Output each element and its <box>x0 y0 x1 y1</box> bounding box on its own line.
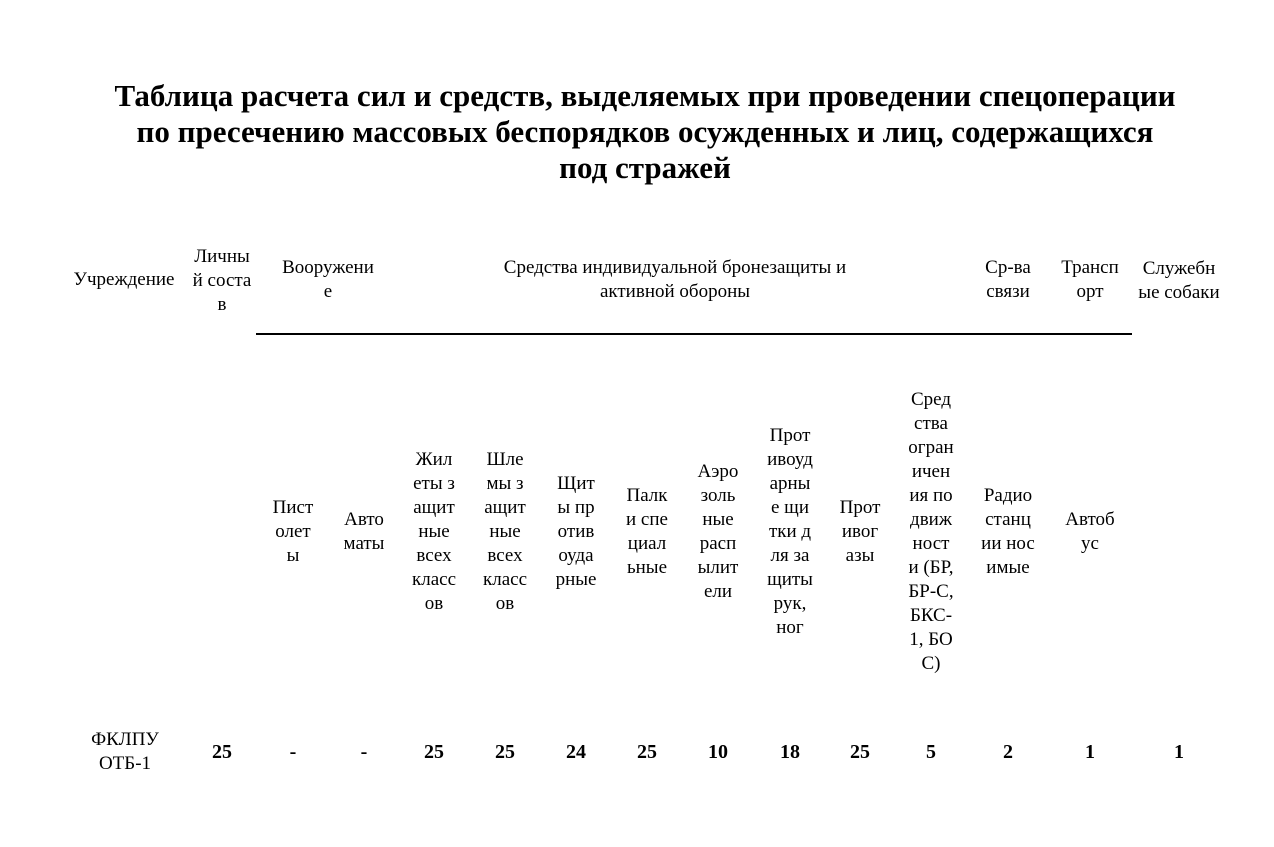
value-aerosols: 10 <box>708 741 728 763</box>
value-personnel: 25 <box>212 741 232 763</box>
value-restraints: 5 <box>926 741 936 763</box>
header-weapons: Вооружение <box>282 257 374 302</box>
title-line-1: Таблица расчета сил и средств, выделяемых при проведении спецоперации <box>114 78 1176 113</box>
subheader-shields: Щиты противоударные <box>555 473 597 590</box>
subheader-vests: Жилеты защитные всех классов <box>412 449 457 614</box>
subheader-bus: Автобус <box>1065 509 1115 554</box>
subheader-pistols: Пистолеты <box>272 497 314 566</box>
subheader-batons: Палки специальные <box>626 485 668 578</box>
page-title <box>40 78 1250 186</box>
value-automatics: - <box>360 741 368 763</box>
subheader-automatics: Автоматы <box>343 509 385 554</box>
value-shields: 24 <box>566 741 586 763</box>
value-dogs: 1 <box>1174 741 1184 763</box>
header-comms: Ср-ва связи <box>985 257 1031 302</box>
header-divider <box>256 333 1132 335</box>
value-limb-guards: 18 <box>780 741 800 763</box>
value-batons: 25 <box>637 741 657 763</box>
value-helmets: 25 <box>495 741 515 763</box>
subheader-gas-masks: Противогазы <box>839 497 881 566</box>
subheader-helmets: Шлемы защитные всех классов <box>483 449 528 614</box>
value-pistols: - <box>289 741 297 763</box>
header-institution: Учреждение <box>73 269 175 290</box>
value-vests: 25 <box>424 741 444 763</box>
header-dogs: Служебные собаки <box>1138 258 1220 303</box>
value-radios: 2 <box>1003 741 1013 763</box>
value-gas-masks: 25 <box>850 741 870 763</box>
value-bus: 1 <box>1085 741 1095 763</box>
subheader-aerosols: Аэрозольные распылители <box>697 461 739 602</box>
subheader-radios: Радиостанции носимые <box>981 485 1035 578</box>
header-personnel: Личный состав <box>192 246 252 315</box>
header-armor: Средства индивидуальной бронезащиты и активной обороны <box>503 257 847 302</box>
title-line-2: по пресечению массовых беспорядков осужденных и лиц, содержащихся <box>136 114 1154 149</box>
subheader-restraints: Средства ограничения подвижности (БР, БР-С, БКС-1, БОС) <box>908 389 954 674</box>
row-institution: ФКЛПУ ОТБ-1 <box>91 729 159 774</box>
header-transport: Транспорт <box>1061 257 1119 302</box>
subheader-limb-guards: Противоударные щитки для защиты рук, ног <box>767 425 813 638</box>
title-line-3: под стражей <box>559 150 731 185</box>
